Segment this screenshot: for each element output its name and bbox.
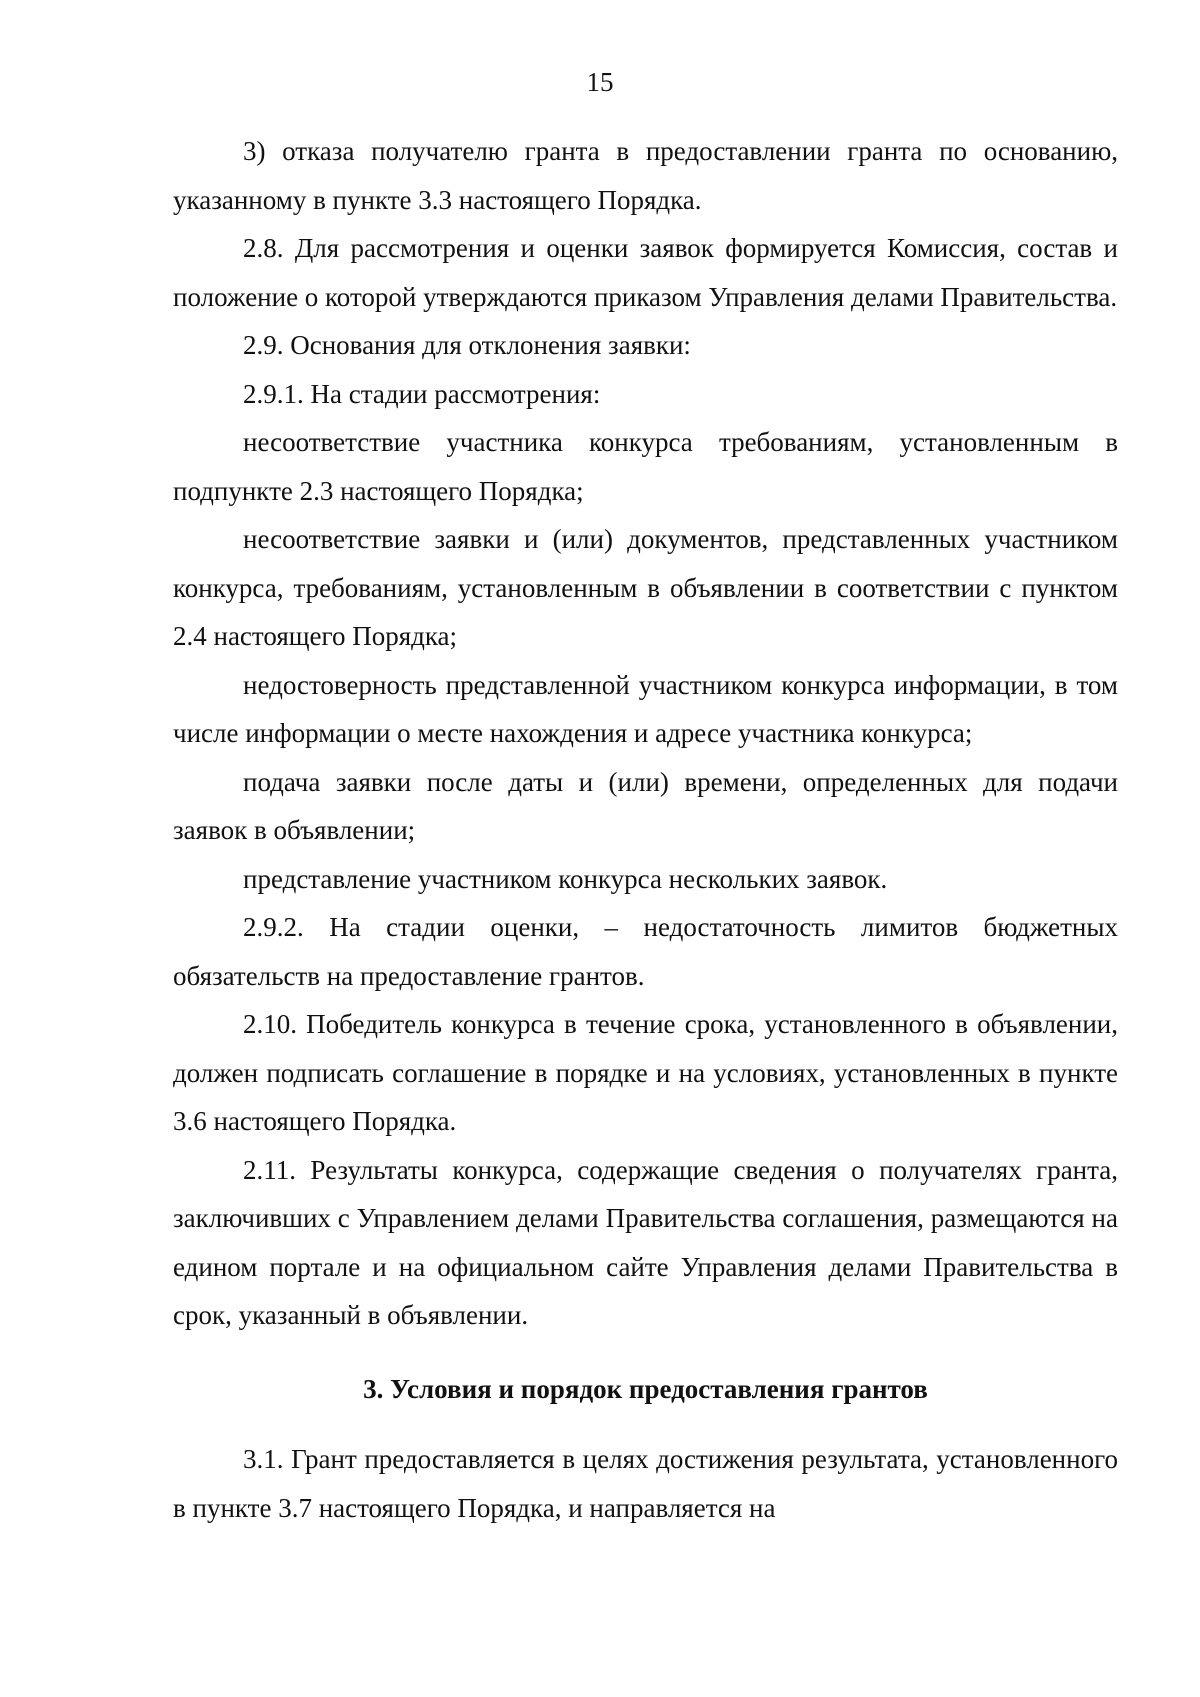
paragraph-2-11-results-publication: 2.11. Результаты конкурса, содержащие сведения о получателях гранта, заключивших с Управлением делами Правительства соглашения, размещаются на едином портале и на официальном сайте Управления делами Правительства в срок, указанный в объявлении.: [173, 1154, 1118, 1330]
paragraph-2-8-commission: 2.8. Для рассмотрения и оценки заявок формируется Комиссия, состав и положение о которой утверждаются приказом Управления делами Правительства.: [173, 233, 1118, 312]
section-heading: 3. Условия и порядок предоставления грантов: [363, 1373, 928, 1404]
paragraph-unreliable-information: недостоверность представленной участником конкурса информации, в том числе информации о месте нахождения и адресе участника конкурса;: [173, 669, 1118, 748]
paragraph-3-1-grant-purpose: 3.1. Грант предоставляется в целях достижения результата, установленного в пункте 3.7 настоящего Порядка, и направляется на: [173, 1444, 1118, 1523]
document-body: [173, 127, 1118, 1532]
page-number: 15: [586, 67, 614, 97]
paragraph-participant-nonconformity: несоответствие участника конкурса требованиям, установленным в подпункте 2.3 настоящего Порядка;: [173, 427, 1118, 506]
paragraph-2-9-1-review-stage: 2.9.1. На стадии рассмотрения:: [243, 378, 601, 409]
paragraph-late-submission: подача заявки после даты и (или) времени, определенных для подачи заявок в объявлении;: [173, 766, 1118, 845]
paragraph-2-9-rejection-grounds: 2.9. Основания для отклонения заявки:: [243, 330, 691, 360]
paragraph-application-nonconformity: несоответствие заявки и (или) документов, представленных участником конкурса, требованиям, установленным в объявлении в соответствии с пунктом 2.4 настоящего Порядка;: [173, 524, 1118, 651]
paragraph-multiple-applications: представление участником конкурса нескольких заявок.: [243, 863, 888, 894]
paragraph-2-10-winner-agreement: 2.10. Победитель конкурса в течение срока, установленного в объявлении, должен подписать соглашение в порядке и на условиях, установленных в пункте 3.6 настоящего Порядка.: [173, 1009, 1118, 1136]
paragraph-refusal-reason-3: 3) отказа получателю гранта в предоставлении гранта по основанию, указанному в пункте 3.3 настоящего Порядка.: [173, 136, 1118, 215]
paragraph-2-9-2-evaluation-stage: 2.9.2. На стадии оценки, – недостаточность лимитов бюджетных обязательств на предоставление грантов.: [173, 912, 1118, 991]
